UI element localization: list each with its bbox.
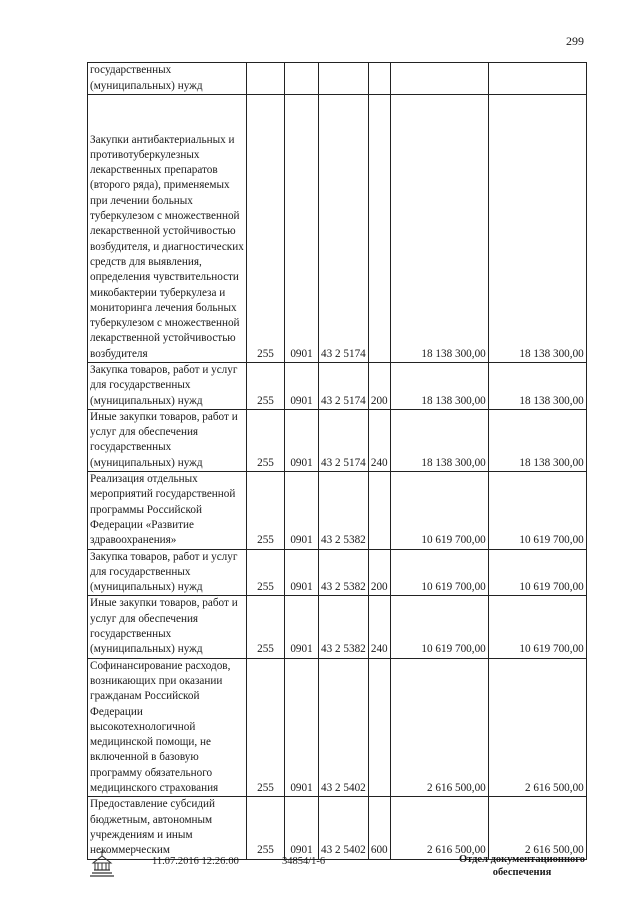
cell-expense-type [368,63,390,95]
footer-datetime: 11.07.2016 12:26:00 [152,856,239,867]
cell-article: 43 2 5402 [319,658,369,797]
footer-dept-line1: Отдел документационного [458,854,586,865]
cell-section: 0901 [285,658,319,797]
row-name: Предоставление субсидий бюджетным, автономным учреждениям и иным некоммерческим [88,797,247,859]
cell-expense-type [368,658,390,797]
cell-code: 255 [247,658,285,797]
cell-code: 255 [247,363,285,410]
row-name: Иные закупки товаров, работ и услуг для обеспечения государственных (муниципальных) нужд [88,596,247,658]
cell-section: 0901 [285,549,319,596]
cell-section: 0901 [285,363,319,410]
cell-section [285,63,319,95]
footer-doc-code: 34854/1-6 [282,856,326,867]
cell-amount: 2 616 500,00 [390,658,488,797]
table-row [88,472,587,549]
duma-logo-icon [86,848,118,880]
cell-expense-type: 240 [368,409,390,471]
row-name: Закупка товаров, работ и услуг для государственных (муниципальных) нужд [88,363,247,410]
cell-amount-total: 18 138 300,00 [488,363,586,410]
row-name: Закупки антибактериальных и противотуберкулезных лекарственных препаратов (второго ряда), применяемых при лечении больных туберкулезом с множественной лекарственной устойчивостью возбудителя, и диагностических средств для выявления, определения чувствительности микобактерии туберкулеза и мониторинга лечения больных туберкулезом с множественной лекарственной устойчивостью возбудителя [88,95,247,363]
cell-amount-total [488,63,586,95]
row-name: Закупка товаров, работ и услуг для государственных (муниципальных) нужд [88,549,247,596]
cell-section: 0901 [285,472,319,549]
table-row [88,95,587,363]
cell-code: 255 [247,472,285,549]
row-name: государственных (муниципальных) нужд [88,63,247,95]
cell-article: 43 2 5382 [319,549,369,596]
cell-expense-type: 600 [368,797,390,859]
cell-amount: 2 616 500,00 [390,797,488,859]
cell-amount-total: 10 619 700,00 [488,472,586,549]
cell-amount: 18 138 300,00 [390,409,488,471]
page-number: 299 [566,34,584,48]
cell-expense-type [368,95,390,363]
cell-article [319,63,369,95]
cell-expense-type: 240 [368,596,390,658]
cell-section: 0901 [285,797,319,859]
cell-code: 255 [247,95,285,363]
table-row [88,596,587,658]
cell-amount: 10 619 700,00 [390,549,488,596]
row-name: Иные закупки товаров, работ и услуг для обеспечения государственных (муниципальных) нужд [88,409,247,471]
cell-code: 255 [247,797,285,859]
cell-article: 43 2 5174 [319,95,369,363]
cell-section: 0901 [285,95,319,363]
cell-article: 43 2 5174 [319,363,369,410]
cell-article: 43 2 5402 [319,797,369,859]
cell-amount-total: 18 138 300,00 [488,95,586,363]
cell-amount-total: 2 616 500,00 [488,658,586,797]
cell-section: 0901 [285,409,319,471]
cell-amount-total: 10 619 700,00 [488,549,586,596]
row-name: Реализация отдельных мероприятий государственной программы Российской Федерации «Развитие здравоохранения» [88,472,247,549]
cell-amount-total: 10 619 700,00 [488,596,586,658]
cell-amount: 10 619 700,00 [390,596,488,658]
cell-code [247,63,285,95]
cell-amount [390,63,488,95]
cell-amount-total: 18 138 300,00 [488,409,586,471]
table-row [88,409,587,471]
footer-dept-line2: обеспечения [492,867,552,878]
table-row [88,797,587,859]
cell-amount: 18 138 300,00 [390,95,488,363]
cell-amount: 10 619 700,00 [390,472,488,549]
cell-amount-total: 2 616 500,00 [488,797,586,859]
cell-code: 255 [247,549,285,596]
cell-expense-type [368,472,390,549]
cell-expense-type: 200 [368,549,390,596]
table-row [88,363,587,410]
cell-code: 255 [247,596,285,658]
row-name: Софинансирование расходов, возникающих при оказании гражданам Российской Федерации высокотехнологичной медицинской помощи, не включенной в базовую программу обязательного медицинского страхования [88,658,247,797]
table-row [88,549,587,596]
cell-article: 43 2 5382 [319,472,369,549]
cell-article: 43 2 5174 [319,409,369,471]
cell-article: 43 2 5382 [319,596,369,658]
cell-code: 255 [247,409,285,471]
budget-table [87,62,587,860]
cell-section: 0901 [285,596,319,658]
cell-amount: 18 138 300,00 [390,363,488,410]
table-row [88,658,587,797]
table-row [88,63,587,95]
footer-department [452,853,592,879]
cell-expense-type: 200 [368,363,390,410]
